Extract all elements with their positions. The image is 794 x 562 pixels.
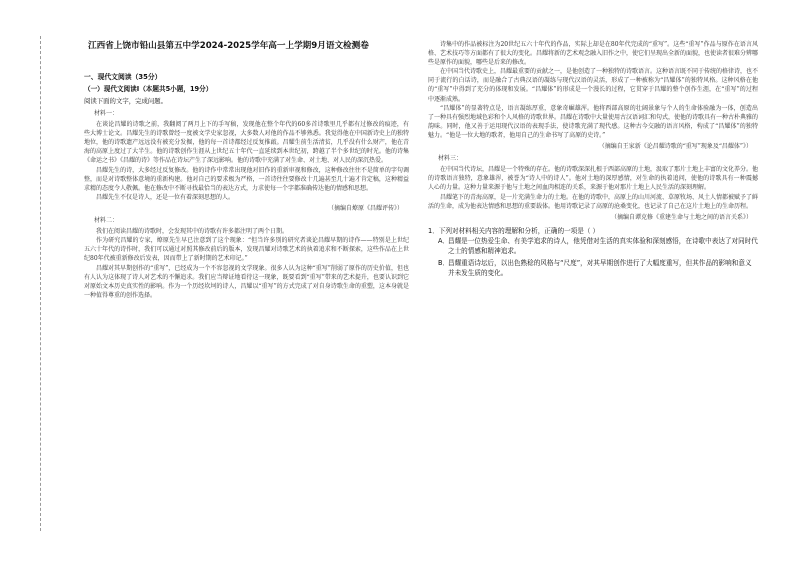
left-column <box>84 40 409 300</box>
material2-continued-paragraph: 在中国当代诗歌史上，昌耀最重要的贡献之一，是他创造了一种独特的诗歌语言。这种语言既不同于传统的格律诗，也不同于流行的白话诗，而是融合了古典汉语的凝练与现代汉语的灵活，形成了一种被称为“昌耀体”的独特风格。这种风格在他的“重写”中得到了充分的体现和发展。“昌耀体”的形成是一个漫长的过程，它贯穿于昌耀的整个创作生涯，在“重写”的过程中逐渐成熟。 <box>428 68 759 103</box>
binding-margin <box>0 0 58 562</box>
option-text: 昌耀是一位热爱生命、有美学追求的诗人，他凭借对生活的真实体验和深刻感悟，在诗歌中表达了对同时代之士的情感和精神追求。 <box>448 236 758 255</box>
material2-label: 材料二： <box>94 217 119 225</box>
material1-paragraph: 昌耀先生不仅是诗人，还是一位有着深刻思想的人。 <box>96 193 235 201</box>
material3-paragraph: 在中国当代诗坛，昌耀是一个特殊的存在。他的诗歌深深扎根于西部高原的土地，汲取了那片土地上丰富的文化养分。他的诗歌语言独特，意象雄浑，被誉为“诗人中的诗人”。他对土地的深厚感情，对生命的执着追问，使他的诗歌具有一种震撼人心的力量。这种力量来源于他与土地之间血肉相连的关系，来源于他对那片土地上人民生活的深刻理解。 <box>428 166 759 192</box>
section-heading: 一、现代文阅读（35分） <box>84 73 162 81</box>
option-key: B． <box>438 258 450 267</box>
material2-continued-paragraph: “昌耀体”的显著特点是，语言凝练厚重，意象奇崛雄浑。他将西部高原的壮阔景象与个人的生命体验融为一体，创造出了一种具有强烈地域色彩和个人风格的诗歌世界。昌耀在诗歌中大量使用古汉语词汇和句式，使他的诗歌具有一种古朴典雅的韵味。同时，他又善于运用现代汉语的表现手法，使诗歌充满了现代感。这种古今交融的语言风格，构成了“昌耀体”的独特魅力。“他是一位大地的歌者，他用自己的生命书写了高原的史诗。” <box>428 104 759 139</box>
right-column <box>428 40 758 278</box>
binding-dashed-line <box>40 36 41 531</box>
material2-paragraph: 我们在阅读昌耀的诗歌时，会发现其中的诗歌有许多都注明了两个日期。 <box>96 228 289 236</box>
material2-paragraph: 昌耀对其早期创作的“重写”，已经成为一个不容忽视的文学现象。很多人认为这种“重写”削弱了原作的历史价值，但也有人认为这体现了诗人对艺术的不懈追求。我们应当辩证地看待这一现象，既要看到“重写”带来的艺术提升，也要认识到它对原始文本历史真实性的影响。作为一个历经坎坷的诗人，昌耀以“重写”的方式完成了对自身诗歌生命的重塑，这本身就是一种值得尊重的创作选择。 <box>84 264 409 299</box>
question-1-option-a <box>438 236 758 256</box>
material1-source: （摘编自燎原《昌耀评传》） <box>327 204 403 212</box>
material1-label: 材料一： <box>94 110 119 117</box>
material3-label: 材料三： <box>438 155 463 163</box>
option-text: 昌耀重语诗坛后，以出色熟稔的风格与“尺度”，对其早期创作进行了大幅度重写，但其作品的影响和意义并未发生质的变化。 <box>448 258 752 277</box>
option-key: A． <box>438 236 450 245</box>
material1-paragraph: 昌耀先生的诗，大多经过反复修改。他的诗作中常常出现他对旧作的重新审视和修改，这种修改往往不是简单的字句调整，而是对诗歌整体意境的重新构建。他对自己的要求极为严格，一首诗往往要修改十几遍甚至几十遍才肯定稿，这种精益求精的态度令人敬佩。他在修改中不断寻找最恰当的表达方式，力求使每一个字都准确传达他的情感和思想。 <box>84 166 409 192</box>
material3-source: （摘编自谭克修《重建生命与土地之间的语言关系》） <box>610 213 752 221</box>
material3-paragraph: 昌耀笔下的青海高原，是一片充满生命力的土地。在他的诗歌中，高原上的山川河流、草原牧场、风土人情都被赋予了鲜活的生命，成为他表达情感和思想的重要载体。他用诗歌记录了高原的沧桑变化，也记录了自己在这片土地上的生命历程。 <box>428 193 759 210</box>
subsection-heading: （一）现代文阅读Ⅰ（本题共5小题，19分） <box>84 85 213 93</box>
material2-source: （摘编自王家新《论昌耀诗歌的“重写”现象及“昌耀体”》） <box>598 143 752 151</box>
page-title: 江西省上饶市铅山县第五中学2024-2025学年高一上学期9月语文检测卷 <box>88 41 369 51</box>
material2-continued-paragraph: 诗集中的作品被标注为20世纪五六十年代的作品，实际上却是在80年代完成的“重写”。这些“重写”作品与原作在语言风格、艺术技巧等方面都有了很大的变化。昌耀将新的艺术观念融入旧作之中，使它们呈现出全新的面貌，也使读者很难分辨哪些是原作的面貌，哪些是后来的修改。 <box>428 41 759 67</box>
question-1: 1．下列对材料相关内容的理解和分析，正确的一项是（ ） <box>428 226 600 235</box>
material2-paragraph: 作为研究昌耀的专家，燎原先生早已注意到了这个现象：“但当许多别的研究者谈论昌耀早期的诗作——特别是上世纪五六十年代的诗作时，我们可以通过对照其修改前后的版本，发现昌耀对诗歌艺术的执着追求和不断探索，这些作品在上世纪80年代被重新修改后发表，因而带上了新时期的艺术印记。” <box>84 237 409 263</box>
reading-instruction: 阅读下面的文字，完成问题。 <box>84 97 168 105</box>
question-1-option-b <box>438 258 758 278</box>
material1-paragraph: 在谈论昌耀的诗歌之前，我翻阅了两月上下的手写稿，发现他在整个年代的60多首诗歌里几乎都有过修改的痕迹，有些大博士论文。昌耀先生的诗歌曾经一度被文学史家忽视，大多数人对他的作品不够熟悉。我觉得他在中国新诗史上的独特地位，他的诗歌遗产远远没有被充分发掘，他的每一首诗都经过反复推敲。昌耀生前生活清贫，几乎没有什么财产，他在青海的高原上度过了大半生。他的诗歌创作生涯从上世纪五十年代一直延续到本世纪初，跨越了半个多世纪的时光。他的诗集《命运之书》《昌耀的诗》等作品在诗坛产生了深远影响。他的诗歌中充满了对生命、对土地、对人民的深沉热爱。 <box>84 121 409 165</box>
